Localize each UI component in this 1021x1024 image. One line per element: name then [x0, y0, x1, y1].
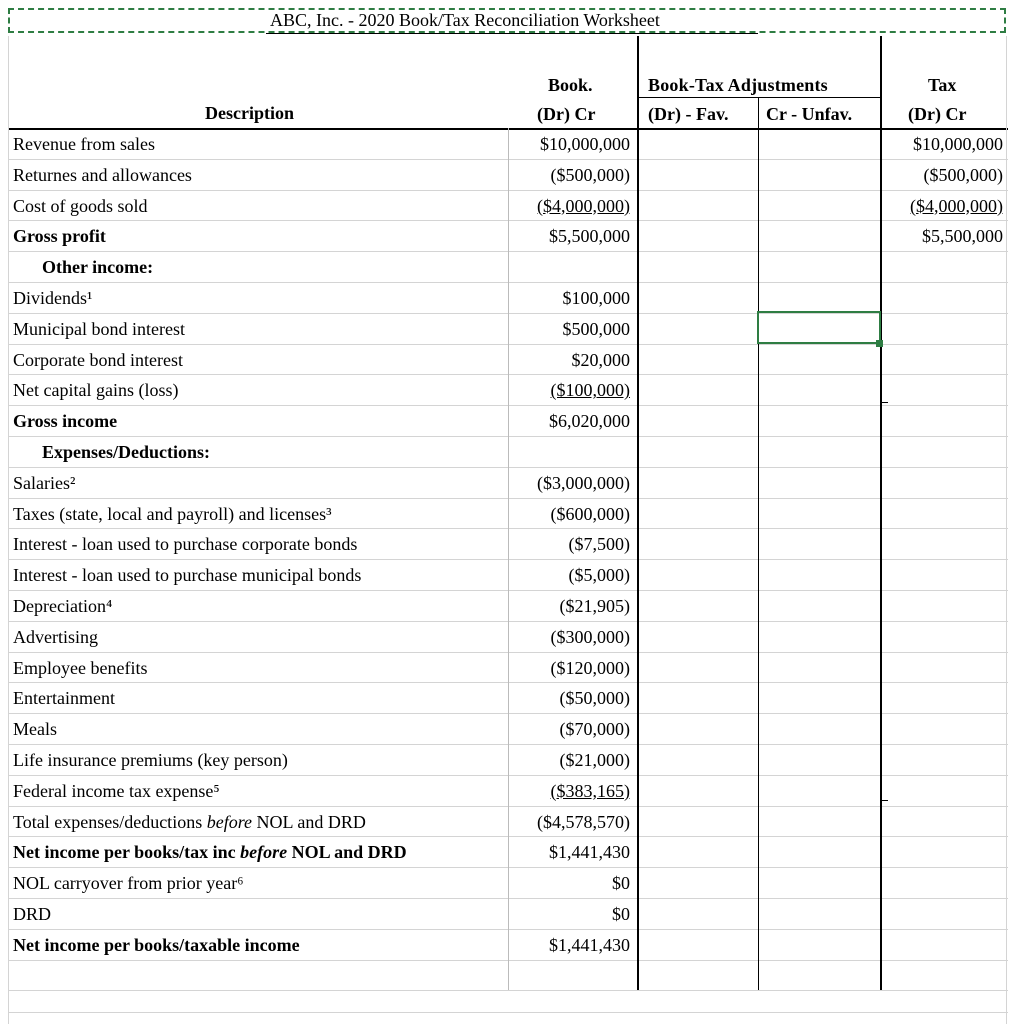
tax-value: ($4,000,000) — [910, 195, 1003, 216]
row-label: Gross profit — [13, 226, 106, 247]
row-label-emphasis: before — [206, 811, 253, 832]
header-description: Description — [205, 103, 294, 123]
book-value: ($600,000) — [550, 503, 630, 524]
row-label — [13, 813, 366, 831]
row-label-part: Total expenses/deductions — [13, 811, 207, 832]
tax-value: ($500,000) — [923, 164, 1003, 185]
row-label: Expenses/Deductions: — [42, 442, 211, 462]
book-value: ($100,000) — [550, 380, 630, 401]
column-gridline — [8, 36, 9, 1024]
row-label: Salaries² — [13, 472, 76, 493]
book-value: $100,000 — [562, 288, 630, 308]
row-label: Cost of goods sold — [13, 195, 148, 216]
row-label-part: NOL and DRD — [252, 811, 366, 832]
row-label: Meals — [13, 719, 57, 740]
row-label: Interest - loan used to purchase municipal bonds — [13, 565, 362, 586]
row-label: Life insurance premiums (key person) — [13, 750, 288, 770]
book-value: $0 — [612, 904, 630, 924]
header-adj-fav: (Dr) - Fav. — [648, 104, 729, 124]
row-label-part: Net income per books/tax inc — [13, 842, 241, 863]
row-label-emphasis: before — [240, 842, 288, 863]
book-value: ($50,000) — [559, 688, 630, 709]
row-label: NOL carryover from prior year⁶ — [13, 873, 244, 894]
row-label: Employee benefits — [13, 657, 148, 678]
column-gridline — [508, 128, 509, 990]
header-tax: Tax — [928, 75, 957, 95]
book-value: ($4,000,000) — [537, 195, 630, 216]
book-value: ($21,905) — [559, 596, 630, 616]
row-label: Depreciation⁴ — [13, 596, 113, 616]
title-underline — [266, 33, 758, 34]
book-value: $0 — [612, 873, 630, 894]
row-gridline — [8, 990, 1008, 991]
row-label: Municipal bond interest — [13, 318, 185, 339]
worksheet-title: ABC, Inc. - 2020 Book/Tax Reconciliation Worksheet — [270, 10, 660, 30]
row-label: Taxes (state, local and payroll) and licenses³ — [13, 503, 332, 524]
row-label: Revenue from sales — [13, 134, 155, 154]
book-value: ($21,000) — [559, 750, 630, 770]
row-label: Dividends¹ — [13, 288, 93, 308]
row-label: Net capital gains (loss) — [13, 380, 179, 401]
book-value: ($383,165) — [550, 780, 630, 801]
header-gridline — [638, 97, 880, 98]
row-gridline — [8, 1012, 1008, 1013]
fill-handle[interactable] — [876, 340, 883, 347]
book-value: ($7,500) — [568, 534, 630, 555]
book-value: $5,500,000 — [549, 226, 630, 247]
book-value: $1,441,430 — [549, 842, 630, 863]
book-value: $20,000 — [571, 349, 630, 370]
row-label: Interest - loan used to purchase corporate bonds — [13, 534, 358, 555]
row-label: Gross income — [13, 411, 118, 432]
tax-value: $10,000,000 — [913, 134, 1003, 154]
row-label: DRD — [13, 904, 52, 924]
book-value: $1,441,430 — [549, 934, 630, 955]
book-value: ($3,000,000) — [537, 472, 630, 493]
book-value: ($4,578,570) — [537, 811, 630, 832]
book-value: ($500,000) — [550, 164, 630, 185]
tax-value: $5,500,000 — [922, 226, 1003, 247]
book-value: $500,000 — [562, 318, 630, 339]
row-label: Entertainment — [13, 688, 115, 709]
selected-cell[interactable] — [757, 311, 881, 344]
row-label: Returnes and allowances — [13, 164, 192, 185]
row-label: Advertising — [13, 626, 98, 647]
book-value: ($120,000) — [550, 657, 630, 678]
row-label: Other income: — [42, 257, 154, 278]
book-value: ($5,000) — [568, 565, 630, 586]
column-gridline — [1006, 36, 1007, 1024]
header-adj-unfav: Cr - Unfav. — [766, 104, 853, 124]
header-book: Book. — [548, 75, 593, 95]
header-adjustments: Book-Tax Adjustments — [648, 75, 828, 95]
dash-mark — [882, 800, 888, 801]
column-gridline — [758, 97, 759, 990]
book-value: ($70,000) — [559, 719, 630, 740]
row-label-part: NOL and DRD — [287, 842, 407, 863]
header-book-drcr: (Dr) Cr — [537, 104, 596, 124]
row-label: Corporate bond interest — [13, 349, 183, 370]
column-gridline — [637, 36, 639, 990]
row-label: Federal income tax expense⁵ — [13, 780, 220, 801]
book-value: $10,000,000 — [540, 134, 630, 154]
dash-mark — [882, 402, 888, 403]
header-tax-drcr: (Dr) Cr — [908, 104, 967, 124]
book-value: $6,020,000 — [549, 411, 630, 432]
column-gridline — [880, 36, 882, 990]
row-label: Net income per books/taxable income — [13, 934, 300, 955]
row-label — [13, 843, 407, 861]
book-value: ($300,000) — [550, 626, 630, 647]
